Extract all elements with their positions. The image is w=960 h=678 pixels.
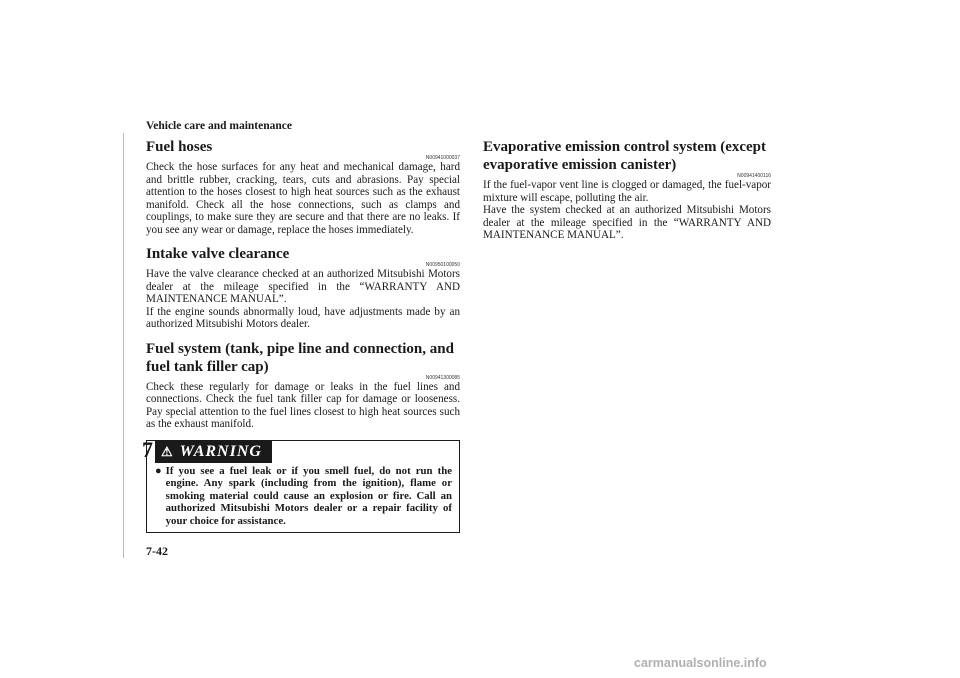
section-body: Check these regularly for damage or leaks in the fuel lines and connections. Check the fuel tank filler cap for damage or looseness. Pay special attention to the fuel lines closest to high heat sources such as the exhaust manifold. xyxy=(146,380,460,430)
section-tab xyxy=(98,133,124,558)
warning-label: WARNING xyxy=(179,442,262,460)
section-evaporative xyxy=(483,133,771,242)
section-fuel-hoses xyxy=(146,133,460,236)
section-body-2: Have the system checked at an authorized Mitsubishi Motors dealer at the mileage specified in the “WARRANTY AND MAINTENANCE MANUAL”. xyxy=(483,204,771,241)
warning-triangle-icon: ⚠ xyxy=(161,443,174,459)
section-body: If the fuel-vapor vent line is clogged or damaged, the fuel-vapor mixture will escape, polluting the air. xyxy=(483,179,771,204)
bullet-icon: ● xyxy=(155,464,162,477)
section-fuel-system xyxy=(146,335,460,431)
section-body-2: If the engine sounds abnormally loud, have adjustments made by an authorized Mitsubishi Motors dealer. xyxy=(146,305,460,330)
warning-banner xyxy=(155,441,272,463)
section-title: Fuel system (tank, pipe line and connection, and fuel tank filler cap) xyxy=(146,340,454,375)
section-title: Evaporative emission control system (except evaporative emission canister) xyxy=(483,139,767,173)
section-code: N00950100050 xyxy=(425,262,460,268)
section-title: Fuel hoses xyxy=(146,139,213,155)
section-intake-valve xyxy=(146,240,460,331)
warning-text: If you see a fuel leak or if you smell fuel, do not run the engine. Any spark (including from the ignition), flame or smoking material could cause an explosion or fire. Call an authorized Mitsubishi Motors dealer or a repair facility of your choice for assistance. xyxy=(165,464,452,527)
page-number: 7-42 xyxy=(146,544,168,558)
warning-header xyxy=(155,441,452,463)
section-number: 7 xyxy=(142,437,153,462)
watermark: carmanualsonline.info xyxy=(634,656,767,670)
running-head: Vehicle care and maintenance xyxy=(146,120,292,132)
warning-item xyxy=(155,465,452,528)
warning-box xyxy=(146,440,460,534)
right-column xyxy=(483,133,771,246)
section-code: N00941000037 xyxy=(425,155,460,161)
section-code: N00941300085 xyxy=(425,374,460,381)
left-column xyxy=(146,133,460,533)
section-title: Intake valve clearance xyxy=(146,246,290,262)
section-body: Have the valve clearance checked at an authorized Mitsubishi Motors dealer at the mileage specified in the “WARRANTY AND MAINTENANCE MANUAL”. xyxy=(146,268,460,305)
section-code: N00941400116 xyxy=(737,173,771,179)
section-body: Check the hose surfaces for any heat and mechanical damage, hard and brittle rubber, cracking, tears, cuts and abrasions. Pay special attention to the hoses closest to high heat sources such as the exhaust manifold. Check all the hose connections, such as clamps and couplings, to make sure they are secure and that there are no leaks. If you see any wear or damage, replace the hoses immediately. xyxy=(146,161,460,236)
